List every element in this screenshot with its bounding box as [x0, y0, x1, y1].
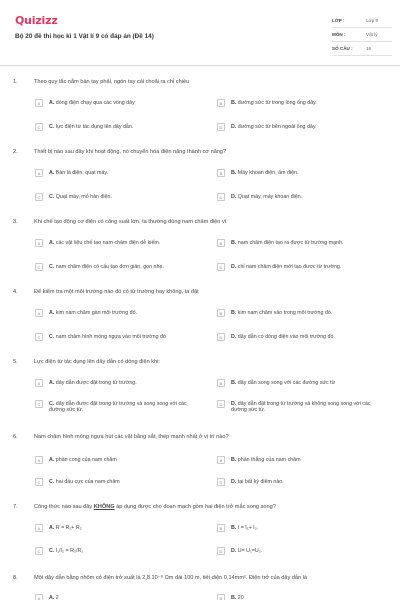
question-number: 1. — [13, 79, 18, 85]
option-d[interactable] — [217, 123, 372, 131]
option-text: C. I₁/I₂ = R₂/R₁ — [49, 547, 84, 554]
option-box[interactable]: D — [217, 263, 225, 271]
option-c[interactable] — [35, 400, 190, 414]
option-text: A. R = R₁+ R₂ — [49, 524, 82, 531]
option-text: A. dòng điện chạy qua các vòng dây — [49, 99, 135, 106]
meta-row-grade — [332, 14, 392, 28]
option-c[interactable] — [35, 123, 190, 131]
meta-panel — [332, 14, 392, 56]
option-text: D. chỉ nam châm điện mới tạo được từ trường. — [231, 263, 342, 270]
option-a[interactable] — [35, 99, 190, 107]
option-box[interactable]: B — [217, 309, 225, 317]
meta-row-count — [332, 42, 392, 56]
option-box[interactable]: D — [217, 123, 225, 131]
meta-label: LỚP : — [332, 18, 345, 23]
meta-row-subject — [332, 28, 392, 42]
option-text: D. tại bất kỳ điểm nào. — [231, 478, 284, 485]
document-title: Bộ 20 đề thi học kì 1 Vật lí 9 có đáp án (Đề 14) — [15, 33, 154, 40]
option-a[interactable] — [35, 456, 190, 464]
option-a[interactable] — [35, 594, 190, 600]
question-text: Để kiểm tra một môi trường nào đó có từ trường hay không, ta đặt — [34, 289, 199, 295]
option-text: B. Máy khoan điện, ấm điện. — [231, 169, 299, 176]
option-c[interactable] — [35, 263, 190, 271]
option-box[interactable]: B — [217, 379, 225, 387]
option-box[interactable]: B — [217, 594, 225, 600]
question-text: Khi chế tạo động cơ điện có công suất lớn, ta thường dùng nam châm điện vì — [34, 219, 227, 225]
option-a[interactable] — [35, 379, 190, 387]
option-text: A. 2 — [49, 594, 59, 600]
option-b[interactable] — [217, 524, 372, 532]
option-text: A. dây dẫn được đặt trong từ trường. — [49, 379, 137, 386]
option-c[interactable] — [35, 547, 190, 555]
question-text: Công thức nào sau đây KHÔNG áp dụng được cho đoạn mạch gồm hai điện trở mắc song song? — [34, 504, 276, 510]
option-text: D. dây dẫn có dòng điện vào môi trường đó. — [231, 333, 335, 340]
option-d[interactable] — [217, 400, 372, 414]
question-text: Lực điện từ tác dụng lên dây dẫn có dòng điện khi: — [34, 359, 160, 365]
document-header — [0, 0, 400, 66]
question-number: 5. — [13, 359, 18, 365]
question-number: 6. — [13, 434, 18, 440]
option-box[interactable]: D — [217, 400, 225, 408]
question-number: 2. — [13, 149, 18, 155]
option-text: B. nam châm điện tạo ra được từ trường mạnh. — [231, 239, 344, 246]
option-box[interactable]: C — [35, 263, 43, 271]
option-a[interactable] — [35, 169, 190, 177]
option-b[interactable] — [217, 379, 372, 387]
option-a[interactable] — [35, 524, 190, 532]
option-text: B. dây dẫn song song với các đường sức từ — [231, 379, 336, 386]
option-box[interactable]: A — [35, 456, 43, 464]
option-text: C. Quạt máy, mỏ hàn điện. — [49, 193, 112, 200]
option-text: B. đường sức từ trong lòng ống dây. — [231, 99, 317, 106]
emphasis-not: KHÔNG — [93, 504, 115, 510]
option-text: A. kim nam châm gần môi trường đó. — [49, 309, 138, 316]
option-box[interactable]: A — [35, 239, 43, 247]
option-box[interactable]: B — [217, 456, 225, 464]
option-text: C. dây dẫn được đặt trong từ trường và song song với các đường sức từ. — [49, 400, 187, 414]
option-box[interactable]: D — [217, 333, 225, 341]
option-text: A. các vật liệu chế tạo nam châm điện dễ kiếm. — [49, 239, 161, 246]
option-box[interactable]: C — [35, 547, 43, 555]
option-c[interactable] — [35, 193, 190, 201]
option-c[interactable] — [35, 478, 190, 486]
option-text: C. lực điện từ tác dụng lên dây dẫn. — [49, 123, 134, 130]
option-a[interactable] — [35, 239, 190, 247]
option-text: A. Bàn là điện, quạt máy. — [49, 169, 109, 176]
option-b[interactable] — [217, 169, 372, 177]
question-text: Một dây dẫn bằng nhôm có điện trở suất là 2,8.10⁻⁸ Ωm dài 100 m, tiết diện 0,14mm². Điện trở của dây dẫn là — [34, 575, 308, 581]
question-number: 4. — [13, 289, 18, 295]
option-text: D. đường sức từ bên ngoài ống dây. — [231, 123, 317, 130]
option-box[interactable]: C — [35, 400, 43, 408]
meta-value: Vật lý — [366, 32, 378, 37]
option-box[interactable]: C — [35, 478, 43, 486]
question-number: 3. — [13, 219, 18, 225]
option-text: C. hai đầu cực của nam châm — [49, 478, 120, 485]
option-box[interactable]: B — [217, 239, 225, 247]
option-text: D. U= U₁=U₂. — [231, 547, 263, 554]
option-box[interactable]: A — [35, 99, 43, 107]
option-box[interactable]: C — [35, 333, 43, 341]
option-text: B. kim nam châm vào trong môi trường đó. — [231, 309, 333, 316]
option-text: A. phần cong của nam châm — [49, 456, 117, 463]
option-box[interactable]: B — [217, 524, 225, 532]
option-box[interactable]: C — [35, 193, 43, 201]
option-text: B. 20 — [231, 594, 244, 600]
question-text: Theo quy tắc nắm bàn tay phải, ngón tay cái choãi ra chỉ chiều — [34, 79, 190, 85]
option-b[interactable] — [217, 456, 372, 464]
option-text: B. I = I₁+ I₂. — [231, 524, 259, 531]
option-d[interactable] — [217, 193, 372, 201]
question-number: 7. — [13, 504, 18, 510]
option-box[interactable]: C — [35, 123, 43, 131]
option-b[interactable] — [217, 309, 372, 317]
option-box[interactable]: A — [35, 169, 43, 177]
option-box[interactable]: B — [217, 99, 225, 107]
quizizz-logo: Quizizz — [15, 14, 58, 27]
option-b[interactable] — [217, 594, 372, 600]
meta-label: MÔN : — [332, 32, 346, 37]
option-box[interactable]: A — [35, 309, 43, 317]
option-text: C. nam châm điện có cấu tạo đơn giản, gọn nhẹ. — [49, 263, 164, 270]
option-box[interactable]: B — [217, 169, 225, 177]
option-d[interactable] — [217, 547, 372, 555]
option-text: C. nam châm hình móng ngựa vào môi trường đó — [49, 333, 166, 340]
meta-value: Lớp 9 — [366, 18, 378, 23]
option-a[interactable] — [35, 309, 190, 317]
question-text: Nam châm hình móng ngựa hút các vật bằng sắt, thép mạnh nhất ở vị trí nào? — [34, 434, 229, 440]
option-b[interactable] — [217, 99, 372, 107]
option-box[interactable]: D — [217, 193, 225, 201]
option-text: B. phần thẳng của nam châm — [231, 456, 301, 463]
option-d[interactable] — [217, 333, 372, 341]
question-text: Thiết bị nào sau đây khi hoạt động, nó chuyển hóa điện năng thành cơ năng? — [34, 149, 227, 155]
option-box[interactable]: A — [35, 594, 43, 600]
meta-value: 16 — [366, 46, 372, 51]
option-b[interactable] — [217, 239, 372, 247]
option-box[interactable]: D — [217, 547, 225, 555]
option-d[interactable] — [217, 263, 372, 271]
option-text: D. dây dẫn đặt trong từ trường và không song song với các đường sức từ. — [231, 400, 371, 414]
option-box[interactable]: A — [35, 379, 43, 387]
question-number: 8. — [13, 575, 18, 581]
option-box[interactable]: D — [217, 478, 225, 486]
meta-label: SỐ CÂU : — [332, 46, 353, 51]
option-d[interactable] — [217, 478, 372, 486]
option-text: D. Quạt máy, máy khoan điện. — [231, 193, 303, 200]
option-box[interactable]: A — [35, 524, 43, 532]
option-c[interactable] — [35, 333, 190, 341]
